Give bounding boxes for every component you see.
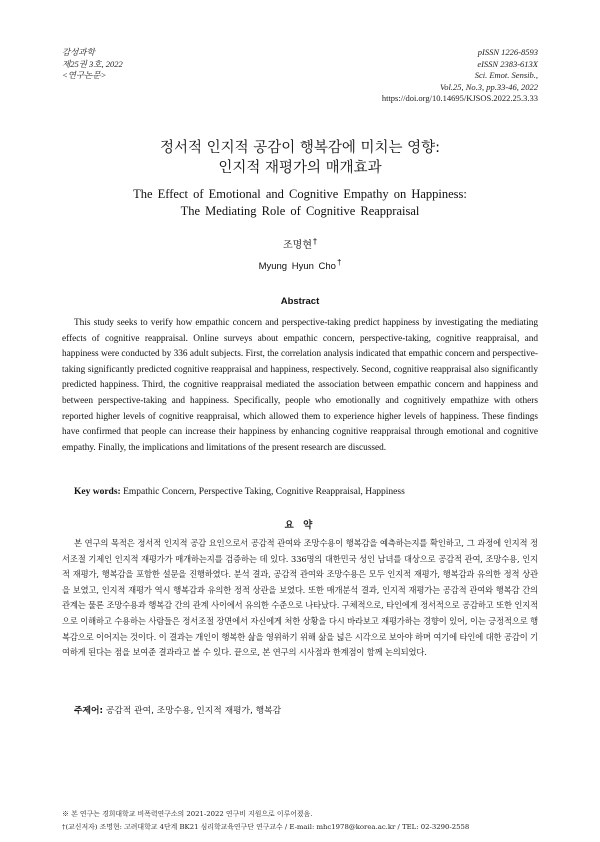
footnotes (62, 808, 538, 834)
author-english-name: Myung Hyun Cho (258, 261, 336, 272)
english-title (0, 186, 600, 220)
korean-title-line: 정서적 인지적 공감이 행복감에 미치는 영향: (159, 140, 441, 156)
corresponding-mark: † (336, 258, 342, 267)
doi-link[interactable]: https://doi.org/10.14695/KJSOS.2022.25.3.33 (381, 93, 538, 103)
volume-pages: Vol.25, No.3, pp.33-46, 2022 (440, 81, 538, 92)
journal-name: 감성과학 (62, 47, 95, 57)
abstract-text: This study seeks to verify how empathic concern and perspective-taking predict happiness by investigating the mediating effects of cognitive reappraisal. Online surveys about empathic concern, perspective-taking, cognitive reappraisal, and happiness were conducted by 336 adult subjects. First, the correlation analysis indicated that empathic concern and perspective-taking significantly predicted cognitive reappraisal and happiness, respectively. Second, cognitive reappraisal also significantly predicted happiness. Third, the cognitive reappraisal mediated the association between empathic concern and happiness and between perspective-taking and happiness. Specifically, people who emotionally and cognitively empathize with others reported higher levels of cognitive reappraisal, which allowed them to experience higher levels of happiness. These findings have confirmed that people can increase their happiness by enhancing cognitive reappraisal through emotional and cognitive empathy. Finally, the implications and limitations of the present research are discussed. (62, 318, 538, 453)
keywords-text: Empathic Concern, Perspective Taking, Cognitive Reappraisal, Happiness (123, 487, 405, 497)
journal-header-left (62, 47, 123, 82)
korean-keywords-label: 주제어: (74, 706, 104, 716)
author-english (0, 258, 600, 272)
author-korean (0, 236, 600, 251)
corresponding-author-footnote: †(교신저자) 조명현: 고려대학교 4단계 BK21 심리학교육연구단 연구교수 / E-mail: mhc1978@korea.ac.kr / TEL: 02-3290-2558 (62, 823, 470, 831)
korean-keywords-text: 공감적 관여, 조망수용, 인지적 재평가, 행복감 (105, 706, 282, 716)
korean-summary-heading: 요 약 (284, 520, 316, 531)
author-korean-name: 조명현 (283, 240, 312, 251)
korean-title (0, 138, 600, 178)
korean-keywords (74, 703, 281, 716)
eissn: eISSN 2383-613X (477, 58, 538, 69)
corresponding-mark: † (312, 237, 317, 246)
english-title-line: The Effect of Emotional and Cognitive Empathy on Happiness: (133, 187, 467, 201)
pissn: pISSN 1226-8593 (477, 47, 538, 57)
abstract-heading: Abstract (280, 296, 320, 307)
article-type: <연구논문> (62, 70, 107, 80)
keywords-label: Key words: (74, 487, 121, 497)
journal-abbrev: Sci. Emot. Sensib., (474, 70, 538, 80)
english-title-line: The Mediating Role of Cognitive Reappraisal (180, 204, 420, 218)
korean-summary-text: 본 연구의 목적은 정서적 인지적 공감 요인으로서 공감적 관여와 조망수용이 행복감을 예측하는지를 확인하고, 그 과정에 인지적 정서조절 기제인 인지적 재평가가 매개하는지를 검증하는 데 있다. 336명의 대한민국 성인 남녀를 대상으로 공감적 관여, 조망수용, 인지적 재평가, 행복감을 포함한 설문을 진행하였다. 분석 결과, 공감적 관여와 조망수용은 모두 인지적 재평가, 행복감과 유의한 정적 상관을 보였고, 인지적 재평가 역시 행복감과 유의한 정적 상관을 보였다. 또한 매개분석 결과, 인지적 재평가는 공감적 관여와 행복감 간의 관계는 물론 조망수용과 행복감 간의 관계 사이에서 유의한 수준으로 나타났다. 구체적으로, 타인에게 정서적으로 공감하고 또한 인지적으로 이해하고 수용하는 사람들은 정서조절 장면에서 자신에게 처한 상황을 다시 바라보고 재평가하는 경향이 있어, 이는 긍정적으로 행복감으로 이어지는 것이다. 이 결과는 개인이 행복한 삶을 영위하기 위해 삶을 넓은 시각으로 보아야 하며 여기에 타인에 대한 공감이 기여하게 된다는 점을 보여준 결과라고 볼 수 있다. 끝으로, 본 연구의 시사점과 한계점이 함께 논의되었다. (62, 538, 538, 658)
journal-volume: 제25권 3호, 2022 (62, 58, 123, 69)
funding-footnote: ※ 본 연구는 경희대학교 비폭력연구소의 2021-2022 연구비 지원으로 이루어졌음. (62, 810, 313, 818)
english-keywords (74, 487, 538, 497)
journal-header-right (382, 47, 538, 105)
korean-title-line: 인지적 재평가의 매개효과 (218, 160, 382, 176)
